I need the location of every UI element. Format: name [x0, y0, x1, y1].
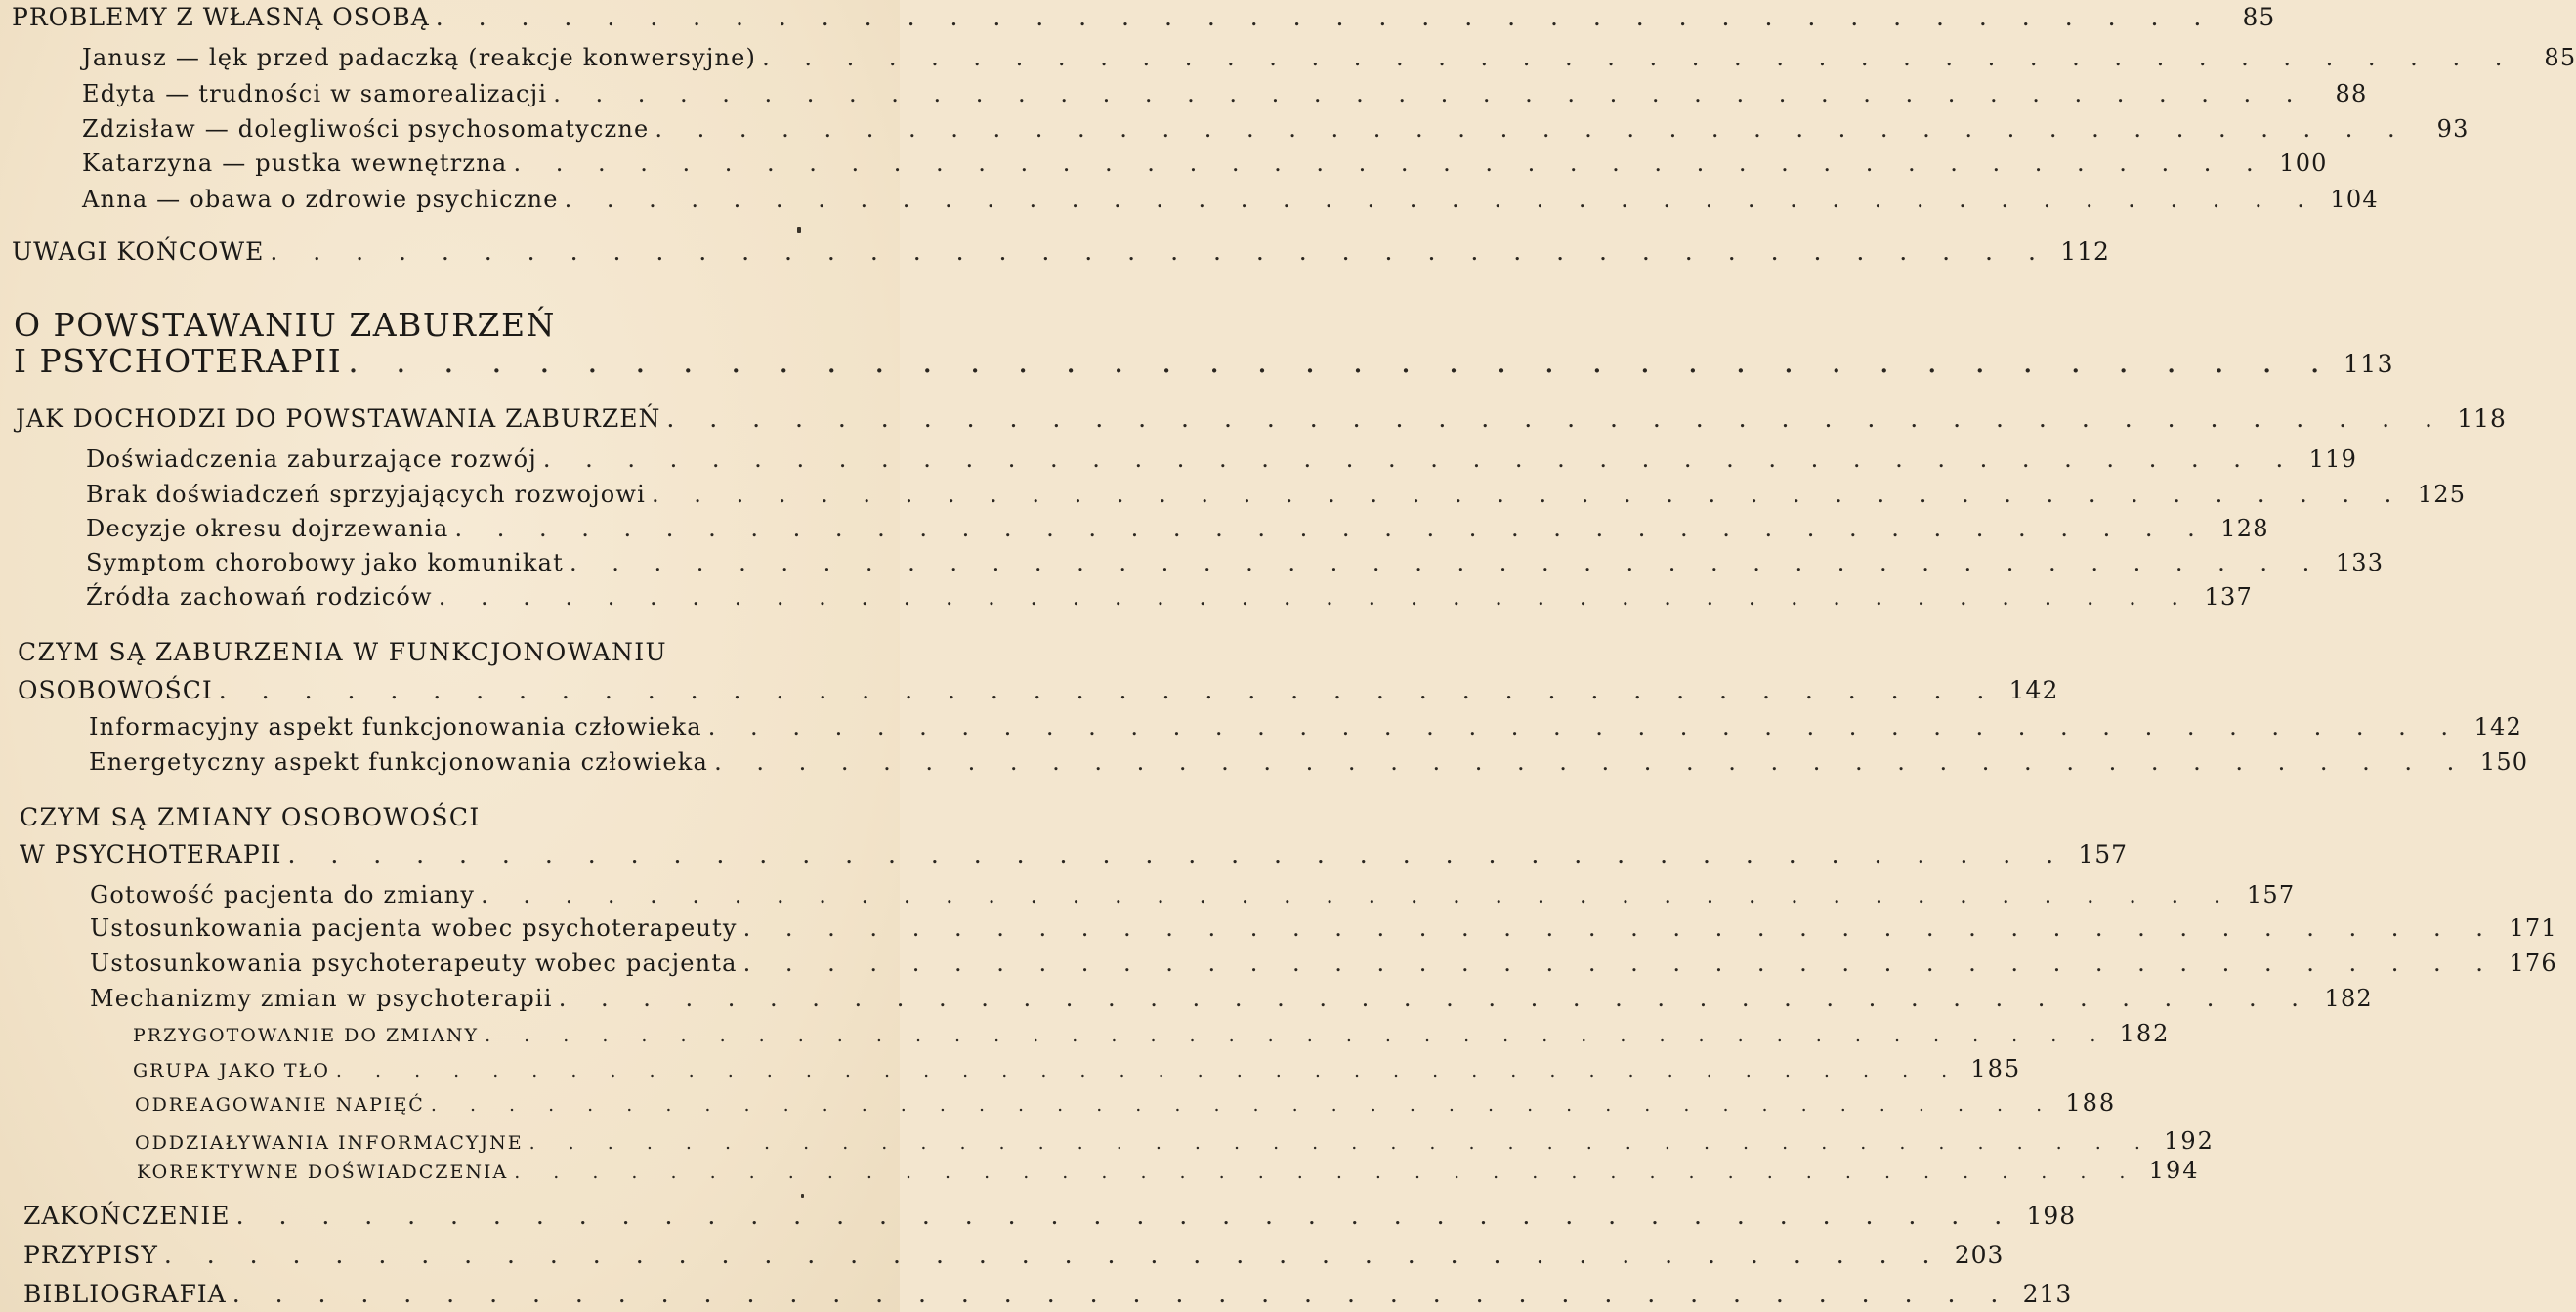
toc-entry-page: 171	[2509, 914, 2557, 942]
toc-entry	[86, 481, 2467, 508]
toc-entry-title: Informacyjny aspekt funkcjonowania człowieka	[89, 713, 702, 741]
toc-entry	[82, 186, 2379, 213]
toc-entry-page: 213	[2022, 1280, 2073, 1308]
paper-speck	[801, 1194, 804, 1198]
toc-entry	[12, 3, 2276, 31]
dot-leader: . . . . . . . . . . . . . . . . . . . . . . . . . . . . . . . . . . . . . . . . . .	[542, 445, 2298, 473]
toc-entry-page: 142	[2008, 676, 2059, 704]
toc-entry-title: Ustosunkowania pacjenta wobec psychoterapeuty	[90, 914, 738, 942]
toc-entry-page: 142	[2473, 713, 2522, 741]
toc-entry	[86, 445, 2358, 473]
dot-leader: . . . . . . . . . . . . . . . . . . . . . . . . . . . . . . . . . . . . . . . . . .	[435, 3, 2216, 31]
toc-entry	[18, 676, 2059, 704]
toc-entry	[82, 149, 2328, 177]
part-title-line-1: O POWSTAWANIU ZABURZEŃ	[14, 306, 556, 344]
dot-leader: . . . . . . . . . . . . . . . . . . . . . . . . . . . . . . . . . . . . . . . . . .	[335, 1060, 1962, 1081]
toc-entry	[23, 1202, 2077, 1230]
paper-speck	[797, 227, 801, 233]
toc-entry-page: 93	[2436, 115, 2470, 143]
toc-entry-title: Zdzisław — dolegliwości psychosomatyczne	[82, 115, 650, 143]
toc-entry-title: Symptom chorobowy jako komunikat	[86, 549, 565, 576]
toc-entry-title: PRZYPISY	[23, 1241, 158, 1269]
toc-entry-page: 119	[2308, 445, 2358, 473]
toc-entry-title: GRUPA JAKO TŁO	[133, 1060, 330, 1081]
toc-entry-title: Źródła zachowań rodziców	[86, 583, 433, 611]
toc-entry	[20, 840, 2129, 868]
toc-entry-page: 85	[2544, 44, 2576, 71]
toc-entry	[90, 914, 2557, 942]
dot-leader: . . . . . . . . . . . . . . . . . . . . . . . . . . . . . . . . . . . . . . . . . .	[553, 80, 2307, 107]
toc-entry-page: 118	[2457, 404, 2507, 433]
toc-entry-page: 188	[2065, 1089, 2117, 1117]
dot-leader: . . . . . . . . . . . . . . . . . . . . . . . . . . . . . . . . . . . . . . . . . .	[235, 1202, 2016, 1230]
dot-leader: . . . . . . . . . . . . . . . . . . . . . . . . . . . . . . . . . . . . . . . . . .	[742, 950, 2497, 977]
dot-leader: . . . . . . . . . . . . . . . . . . . . . . . . . . . . . . . . . . . . . . . . . .	[218, 676, 1999, 704]
dot-leader: . . . . . . . . . . . . . . . . . . . . . . . . . . . . . . . . . . . . . . . . . .	[655, 115, 2409, 143]
dot-leader: . . . . . . . . . . . . . . . . . . . . . . . . . . . . . . . . . . . . . . . . . .	[270, 237, 2049, 266]
toc-entry-title: BIBLIOGRAFIA	[23, 1280, 227, 1308]
toc-entry-page: 137	[2204, 583, 2253, 611]
toc-entry-title: KOREKTYWNE DOŚWIADCZENIA	[137, 1162, 509, 1183]
dot-leader: . . . . . . . . . . . . . . . . . . . . . . . . . . . . . . . . . . . . . . . . . .	[558, 985, 2312, 1012]
toc-entry	[135, 1127, 2215, 1155]
toc-entry-page: 203	[1954, 1241, 2005, 1269]
toc-entry	[90, 950, 2557, 977]
toc-entry	[90, 881, 2296, 909]
toc-entry	[86, 583, 2253, 611]
toc-entry-title: ZAKOŃCZENIE	[23, 1202, 231, 1230]
toc-entry-page: 194	[2148, 1157, 2200, 1184]
dot-leader: . . . . . . . . . . . . . . . . . . . . . . . . . . . . . . . . . . . . . . . . . .	[163, 1241, 1944, 1269]
part-title-line-2: I PSYCHOTERAPII	[14, 342, 343, 380]
dot-leader: . . . . . . . . . . . . . . . . . . . . . . . . . . . . . . . . . . . . . . . . . .	[232, 1280, 2012, 1308]
toc-entry-page: 176	[2509, 950, 2557, 977]
toc-entry-title: JAK DOCHODZI DO POWSTAWANIA ZABURZEŃ	[16, 404, 661, 433]
toc-entry	[14, 342, 2395, 380]
dot-leader: . . . . . . . . . . . . . . . . . . . . . . . . . . . . . . . . . . . . . . . . . .	[348, 342, 2334, 380]
dot-leader: . . . . . . . . . . . . . . . . . . . . . . . . . . . . . . . . . . . . . . . . . .	[666, 404, 2446, 433]
toc-entry	[90, 985, 2373, 1012]
toc-entry-title: Edyta — trudności w samorealizacji	[82, 80, 548, 107]
section-title-line-2: W PSYCHOTERAPII	[20, 840, 282, 868]
toc-entry	[86, 515, 2269, 542]
toc-entry-page: 150	[2479, 748, 2529, 776]
dot-leader: . . . . . . . . . . . . . . . . . . . . . . . . . . . . . . . . . . . . . . . . . .	[481, 881, 2235, 909]
toc-entry-title: UWAGI KOŃCOWE	[12, 237, 265, 266]
toc-entry-page: 113	[2343, 350, 2395, 378]
toc-entry-title: PROBLEMY Z WŁASNĄ OSOBĄ	[12, 3, 430, 31]
toc-entry	[82, 44, 2576, 71]
toc-entry	[23, 1280, 2073, 1308]
section-title-line-2: OSOBOWOŚCI	[18, 676, 213, 704]
toc-entry-page: 128	[2220, 515, 2269, 542]
toc-entry	[82, 80, 2368, 107]
toc-entry-title: ODDZIAŁYWANIA INFORMACYJNE	[135, 1132, 524, 1154]
toc-entry-title: Brak doświadczeń sprzyjających rozwojowi	[86, 481, 647, 508]
toc-entry-page: 133	[2335, 549, 2385, 576]
dot-leader: . . . . . . . . . . . . . . . . . . . . . . . . . . . . . . . . . . . . . . . . . .	[438, 583, 2192, 611]
dot-leader: . . . . . . . . . . . . . . . . . . . . . . . . . . . . . . . . . . . . . . . . . .	[454, 515, 2209, 542]
dot-leader: . . . . . . . . . . . . . . . . . . . . . . . . . . . . . . . . . . . . . . . . . .	[528, 1132, 2154, 1154]
toc-entry-page: 157	[2078, 840, 2129, 868]
toc-entry	[89, 748, 2529, 776]
toc-entry-title: ODREAGOWANIE NAPIĘĆ	[135, 1094, 425, 1116]
toc-entry	[133, 1020, 2171, 1047]
toc-entry	[137, 1157, 2200, 1184]
toc-entry-title: Ustosunkowania psychoterapeuty wobec pacjenta	[90, 950, 738, 977]
dot-leader: . . . . . . . . . . . . . . . . . . . . . . . . . . . . . . . . . . . . . . . . . .	[564, 186, 2318, 213]
toc-entry-title: Mechanizmy zmian w psychoterapii	[90, 985, 553, 1012]
toc-entry-page: 198	[2026, 1202, 2077, 1230]
toc-entry-title: PRZYGOTOWANIE DO ZMIANY	[133, 1025, 480, 1046]
toc-entry-page: 112	[2060, 237, 2110, 266]
dot-leader: . . . . . . . . . . . . . . . . . . . . . . . . . . . . . . . . . . . . . . . . . .	[287, 840, 2068, 868]
section-title-line-1: CZYM SĄ ZABURZENIA W FUNKCJONOWANIU	[18, 638, 668, 666]
section-title-line-1: CZYM SĄ ZMIANY OSOBOWOŚCI	[20, 803, 481, 831]
toc-entry	[86, 549, 2385, 576]
toc-entry	[12, 237, 2110, 266]
toc-entry-title: Energetyczny aspekt funkcjonowania człowieka	[89, 748, 709, 776]
toc-entry-title: Decyzje okresu dojrzewania	[86, 515, 449, 542]
toc-entry-page: 104	[2330, 186, 2379, 213]
toc-entry-title: Gotowość pacjenta do zmiany	[90, 881, 476, 909]
toc-entry-title: Doświadczenia zaburzające rozwój	[86, 445, 537, 473]
dot-leader: . . . . . . . . . . . . . . . . . . . . . . . . . . . . . . . . . . . . . . . . . .	[742, 914, 2497, 942]
toc-entry-title: Katarzyna — pustka wewnętrzna	[82, 149, 508, 177]
toc-entry-title: Janusz — lęk przed padaczką (reakcje konwersyjne)	[82, 44, 757, 71]
toc-entry	[89, 713, 2522, 741]
toc-entry-page: 192	[2164, 1127, 2215, 1155]
toc-entry-title: Anna — obawa o zdrowie psychiczne	[82, 186, 559, 213]
dot-leader: . . . . . . . . . . . . . . . . . . . . . . . . . . . . . . . . . . . . . . . . . .	[652, 481, 2406, 508]
toc-entry-page: 85	[2242, 3, 2276, 31]
dot-leader: . . . . . . . . . . . . . . . . . . . . . . . . . . . . . . . . . . . . . . . . . .	[513, 149, 2267, 177]
dot-leader: . . . . . . . . . . . . . . . . . . . . . . . . . . . . . . . . . . . . . . . . . .	[485, 1025, 2110, 1046]
toc-entry-page: 88	[2335, 80, 2368, 107]
dot-leader: . . . . . . . . . . . . . . . . . . . . . . . . . . . . . . . . . . . . . . . . . .	[514, 1162, 2139, 1183]
dot-leader: . . . . . . . . . . . . . . . . . . . . . . . . . . . . . . . . . . . . . . . . . .	[570, 549, 2324, 576]
dot-leader: . . . . . . . . . . . . . . . . . . . . . . . . . . . . . . . . . . . . . . . . . .	[762, 44, 2516, 71]
dot-leader: . . . . . . . . . . . . . . . . . . . . . . . . . . . . . . . . . . . . . . . . . .	[430, 1094, 2056, 1116]
toc-entry-page: 125	[2417, 481, 2467, 508]
toc-entry-page: 182	[2119, 1020, 2171, 1047]
toc-entry	[133, 1055, 2022, 1082]
toc-entry-page: 100	[2279, 149, 2328, 177]
toc-entry-page: 185	[1970, 1055, 2022, 1082]
dot-leader: . . . . . . . . . . . . . . . . . . . . . . . . . . . . . . . . . . . . . . . . . .	[707, 713, 2462, 741]
toc-entry-page: 182	[2324, 985, 2373, 1012]
toc-entry	[135, 1089, 2117, 1117]
dot-leader: . . . . . . . . . . . . . . . . . . . . . . . . . . . . . . . . . . . . . . . . . .	[714, 748, 2469, 776]
toc-entry	[16, 404, 2507, 433]
toc-entry	[82, 115, 2470, 143]
toc-entry	[23, 1241, 2005, 1269]
toc-entry-page: 157	[2246, 881, 2296, 909]
